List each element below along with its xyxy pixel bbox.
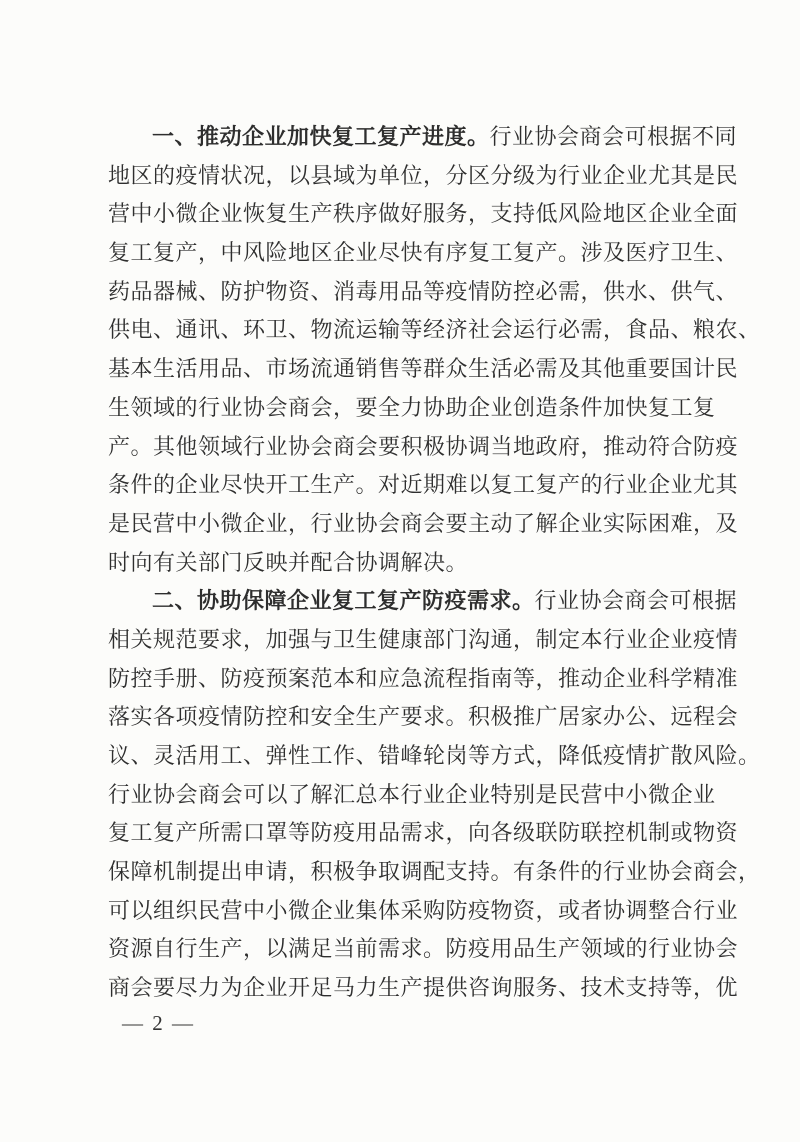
text-line [108,118,738,157]
document-body [108,118,761,1008]
text-run: 生领域的行业协会商会，要全力协助企业创造条件加快复工复 [108,394,716,420]
text-line [108,466,739,505]
text-run: 议、灵活用工、弹性工作、错峰轮岗等方式，降低疫情扩散风险。 [108,743,761,768]
text-run: 复工复产，中风险地区企业尽快有序复工复产。涉及医疗卫生、 [108,240,739,266]
text-run: 落实各项疫情防控和安全生产要求。积极推广居家办公、远程会 [108,704,739,730]
text-run: 产。其他领域行业协会商会要积极协调当地政府，推动符合防疫 [108,433,739,459]
text-line [108,698,739,737]
text-run: 营中小微企业恢复生产秩序做好服务，支持低风险地区企业全面 [108,201,739,227]
text-line [108,930,739,969]
section-heading-1: 一、推动企业加快复工复产进度。 [152,124,490,149]
text-run: 保障机制提出申请，积极争取调配支持。有条件的行业协会商会， [108,859,761,885]
text-line [108,660,739,699]
text-run: 商会要尽力为企业开足马力生产提供咨询服务、技术支持等，优 [108,975,739,1001]
text-run: 可以组织民营中小微企业集体采购防疫物资，或者协调整合行业 [108,897,739,923]
text-line [108,853,761,892]
text-line [108,776,716,815]
text-run: 供电、通讯、环卫、物流运输等经济社会运行必需，食品、粮农、 [108,317,761,343]
text-run: 是民营中小微企业，行业协会商会要主动了解企业实际困难，及 [108,510,739,536]
text-run: 基本生活用品、市场流通销售等群众生活必需及其他重要国计民 [108,356,739,382]
text-run: 资源自行生产，以满足当前需求。防疫用品生产领域的行业协会 [108,936,739,962]
text-run: 条件的企业尽快开工生产。对近期难以复工复产的行业企业尤其 [108,472,739,498]
text-run: 行业协会商会可以了解汇总本行业企业特别是民营中小微企业 [108,781,716,807]
text-line [108,389,716,428]
section-heading-2: 二、协助保障企业复工复产防疫需求。 [152,588,535,614]
text-run: 防控手册、防疫预案范本和应急流程指南等，推动企业科学精准 [108,665,739,691]
text-run: 行业协会商会可根据 [534,588,738,614]
text-run: 药品器械、防护物资、消毒用品等疫情防控必需，供水、供气、 [108,278,739,304]
text-line [108,737,761,776]
text-line [108,234,739,273]
text-line [108,814,739,853]
text-line [108,311,761,350]
text-run: 地区的疫情状况，以县域为单位，分区分级为行业企业尤其是民 [108,162,739,188]
text-run: 相关规范要求，加强与卫生健康部门沟通，制定本行业企业疫情 [108,626,739,652]
text-line [108,621,739,660]
text-line [108,892,739,931]
text-line [108,582,738,621]
text-line [108,544,702,583]
text-line [108,969,739,1008]
text-line [108,505,739,544]
text-run: 时向有关部门反映并配合协调解决。 [108,549,469,575]
text-run: 复工复产所需口罩等防疫用品需求，向各级联防联控机制或物资 [108,820,739,846]
page-number: — 2 — [122,1011,195,1035]
text-line [108,350,739,389]
text-run: 行业协会商会可根据不同 [489,124,738,149]
text-line [108,428,739,467]
text-line [108,195,739,234]
text-line [108,273,739,312]
text-line [108,157,739,196]
